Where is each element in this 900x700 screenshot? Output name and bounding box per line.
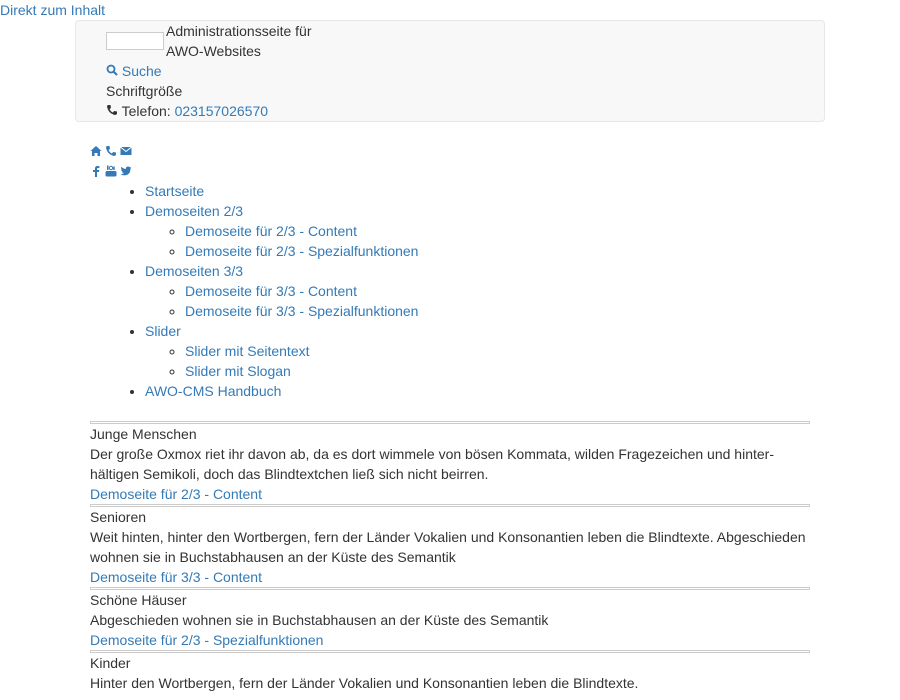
teaser-item xyxy=(90,421,810,504)
search-label: Suche xyxy=(121,63,162,79)
nav-item-demoseiten-3-3 xyxy=(145,261,418,321)
phone-info xyxy=(106,101,268,121)
teaser-item xyxy=(90,504,810,587)
main-navigation xyxy=(0,181,418,401)
subnav-item xyxy=(185,301,418,321)
nav-link[interactable]: AWO-CMS Handbuch xyxy=(145,383,282,399)
subnav-item xyxy=(185,361,418,381)
phone-number-link[interactable]: 023157026570 xyxy=(174,103,269,119)
subnav-item xyxy=(185,341,418,361)
subnav-link[interactable]: Demoseite für 2/3 - Content xyxy=(185,223,357,239)
teaser-title: Schöne Häuser xyxy=(90,592,187,608)
teaser-link[interactable]: Demoseite für 3/3 - Content xyxy=(90,569,262,585)
phone-icon[interactable] xyxy=(105,145,117,157)
subnav-link[interactable]: Demoseite für 2/3 - Spezialfunktionen xyxy=(185,243,419,259)
phone-label: Telefon: xyxy=(121,103,171,119)
teaser-text: Hinter den Wortbergen, fern der Länder Vokalien und Konsonantien leben die Blindtexte. xyxy=(90,675,639,691)
subnav-item xyxy=(185,241,418,261)
teaser-text: Der große Oxmox riet ihr davon ab, da es dort wimmele von bösen Kommata, wilden Fragezeichen und hinterhältigen Semikoli, doch das Blindtextchen ließ sich nicht beirren. xyxy=(90,446,774,482)
fontsize-control[interactable]: Schriftgröße xyxy=(106,83,183,99)
teaser-title: Junge Menschen xyxy=(90,426,197,442)
logo[interactable] xyxy=(106,32,164,50)
facebook-icon[interactable] xyxy=(90,165,102,177)
search-link[interactable] xyxy=(106,61,162,81)
teaser-title: Senioren xyxy=(90,509,147,525)
teaser-item xyxy=(90,587,810,650)
twitter-icon[interactable] xyxy=(120,165,132,177)
subnav-link[interactable]: Slider mit Slogan xyxy=(185,363,291,379)
social-icons xyxy=(90,161,132,181)
teaser-text: Abgeschieden wohnen sie in Buchstabhausen an der Küste des Semantik xyxy=(90,612,549,628)
site-header xyxy=(75,20,825,122)
nav-item-handbuch xyxy=(145,381,418,401)
nav-item-demoseiten-2-3 xyxy=(145,201,418,261)
nav-link[interactable]: Startseite xyxy=(145,183,205,199)
subnav-link[interactable]: Slider mit Seitentext xyxy=(185,343,310,359)
nav-link[interactable]: Demoseiten 3/3 xyxy=(145,263,244,279)
teaser-list xyxy=(90,421,810,693)
site-name: Administrationsseite für AWO-Websites xyxy=(166,23,312,59)
teaser-link[interactable]: Demoseite für 2/3 - Content xyxy=(90,486,262,502)
quick-icons xyxy=(90,141,132,161)
subnav-item xyxy=(185,281,418,301)
phone-icon xyxy=(106,104,118,116)
search-icon xyxy=(106,64,118,76)
nav-item-slider xyxy=(145,321,418,381)
teaser-text: Weit hinten, hinter den Wortbergen, fern der Länder Vokalien und Konsonantien leben die Blindtexte. Abgeschieden wohnen sie in Buchstabhausen an der Küste des Semantik xyxy=(90,529,806,565)
subnav-link[interactable]: Demoseite für 3/3 - Spezialfunktionen xyxy=(185,303,419,319)
nav-link[interactable]: Slider xyxy=(145,323,181,339)
home-icon[interactable] xyxy=(90,145,102,157)
nav-item-startseite xyxy=(145,181,418,201)
envelope-icon[interactable] xyxy=(120,145,132,157)
teaser-link[interactable]: Demoseite für 2/3 - Spezialfunktionen xyxy=(90,632,324,648)
teaser-item xyxy=(90,650,810,693)
subnav-item xyxy=(185,221,418,241)
youtube-icon[interactable] xyxy=(105,165,117,177)
nav-link[interactable]: Demoseiten 2/3 xyxy=(145,203,244,219)
teaser-title: Kinder xyxy=(90,655,131,671)
subnav-link[interactable]: Demoseite für 3/3 - Content xyxy=(185,283,357,299)
skip-to-content-link[interactable]: Direkt zum Inhalt xyxy=(0,2,106,18)
